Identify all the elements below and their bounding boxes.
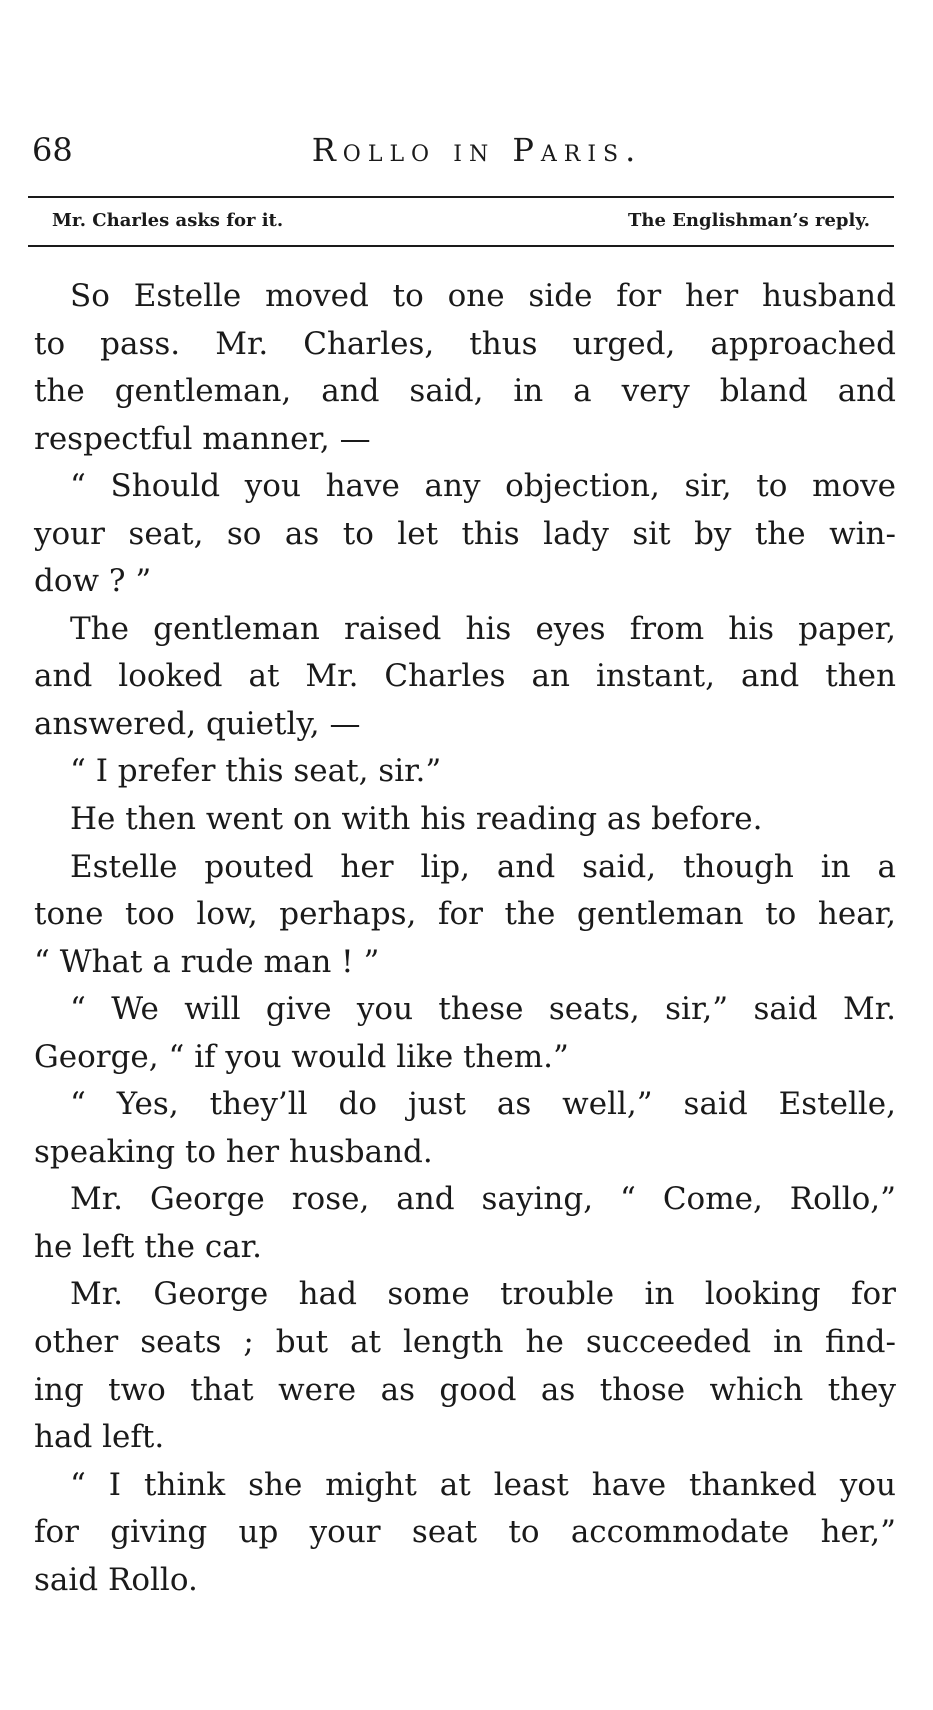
text-line: Mr. George had some trouble in looking for	[70, 1276, 896, 1313]
text-line: speaking to her husband.	[34, 1133, 433, 1170]
text-line: ing two that were as good as those which they	[34, 1371, 896, 1408]
text-line: answered, quietly, —	[34, 705, 361, 742]
text-line: George, “ if you would like them.”	[34, 1038, 569, 1075]
text-line: tone too low, perhaps, for the gentleman to hear,	[34, 896, 896, 933]
right-marginal-heading: The Englishman’s reply.	[628, 210, 870, 231]
body-text	[34, 276, 896, 1607]
text-line: “ I prefer this seat, sir.”	[70, 753, 442, 790]
text-line: Mr. George rose, and saying, “ Come, Rollo,”	[70, 1181, 896, 1218]
text-line: for giving up your seat to accommodate her,”	[34, 1514, 896, 1551]
running-head	[32, 130, 892, 170]
text-line: “ We will give you these seats, sir,” said Mr.	[70, 991, 896, 1028]
text-line: “ Should you have any objection, sir, to move	[70, 468, 896, 505]
header-rule-top	[28, 196, 894, 198]
text-line: said Rollo.	[34, 1561, 198, 1598]
text-line: Estelle pouted her lip, and said, though in a	[70, 848, 896, 885]
book-title: Rollo in Paris.	[311, 131, 643, 169]
text-line: He then went on with his reading as before.	[70, 801, 763, 838]
header-rule-bottom	[28, 245, 894, 247]
text-line: your seat, so as to let this lady sit by the win-	[34, 515, 896, 552]
text-line: respectful manner, —	[34, 420, 371, 457]
text-line: “ I think she might at least have thanked you	[70, 1466, 896, 1503]
text-line: other seats ; but at length he succeeded in find-	[34, 1324, 896, 1361]
text-line: “ What a rude man ! ”	[34, 943, 380, 980]
text-line: The gentleman raised his eyes from his paper,	[70, 610, 896, 647]
text-line: he left the car.	[34, 1228, 262, 1265]
text-line: the gentleman, and said, in a very bland and	[34, 373, 896, 410]
page-number: 68	[32, 131, 73, 169]
text-line: to pass. Mr. Charles, thus urged, approached	[34, 325, 896, 362]
text-line: had left.	[34, 1419, 165, 1456]
marginal-headings	[52, 208, 870, 234]
left-marginal-heading: Mr. Charles asks for it.	[52, 210, 284, 231]
text-line: “ Yes, they’ll do just as well,” said Estelle,	[70, 1086, 896, 1123]
text-line: So Estelle moved to one side for her husband	[70, 278, 896, 314]
text-line: dow ? ”	[34, 563, 152, 600]
text-line: and looked at Mr. Charles an instant, and then	[34, 658, 896, 695]
